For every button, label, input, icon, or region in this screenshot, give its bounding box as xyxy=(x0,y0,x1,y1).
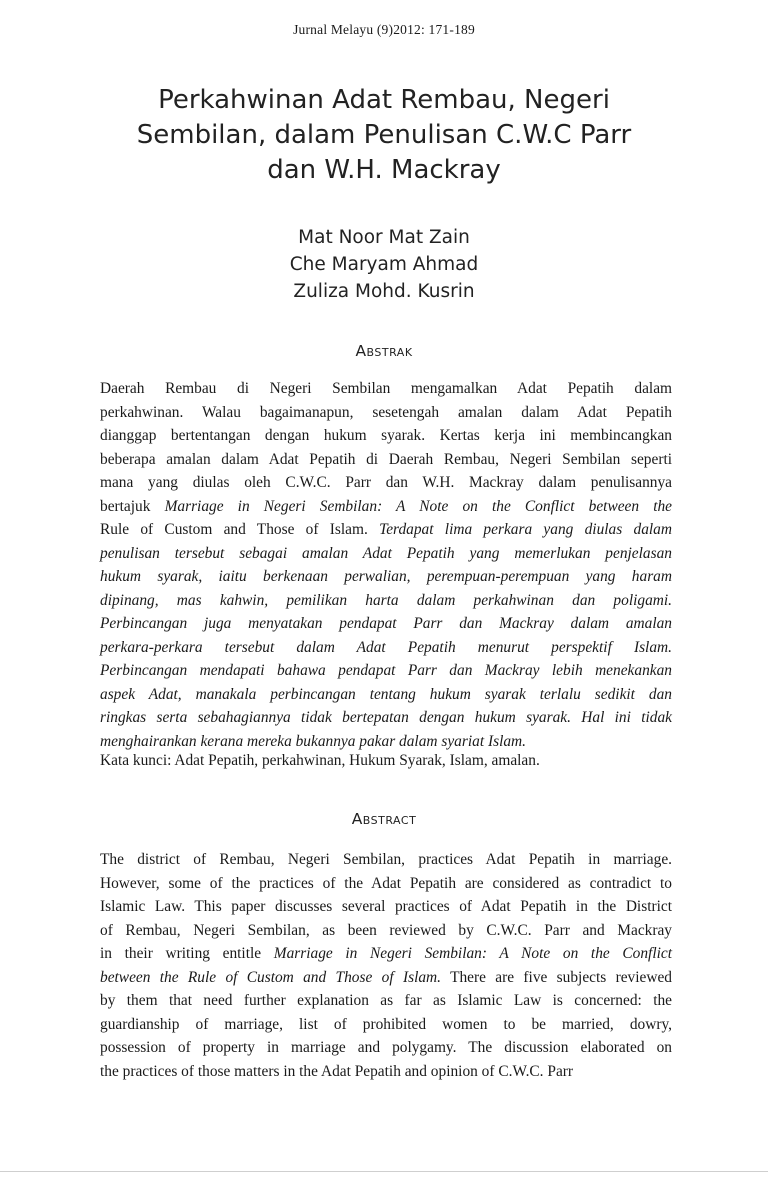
text-line: between the Rule of Custom and Those of Islam. There are five subjects reviewed xyxy=(100,968,672,986)
page-bottom-edge xyxy=(0,1171,768,1172)
text-line: However, some of the practices of the Adat Pepatih are considered as contradict to xyxy=(100,874,672,892)
title-line: Perkahwinan Adat Rembau, Negeri xyxy=(158,85,610,115)
text-line: hukum syarak, iaitu berkenaan perwalian, perempuan-perempuan yang haram xyxy=(100,568,672,585)
text-line: Perbincangan juga menyatakan pendapat Parr dan Mackray dalam amalan xyxy=(100,615,672,632)
text-line: guardianship of marriage, list of prohibited women to be married, dowry, xyxy=(100,1015,672,1033)
text-line: dipinang, mas kahwin, pemilikan harta dalam perkahwinan dan poligami. xyxy=(100,591,672,609)
text-line: beberapa amalan dalam Adat Pepatih di Daerah Rembau, Negeri Sembilan seperti xyxy=(100,450,672,468)
text-line: ringkas serta sebahagiannya tidak bertepatan dengan hukum syarak. Hal ini tidak xyxy=(100,709,672,726)
abstrak-body xyxy=(100,377,672,753)
text-line: of Rembau, Negeri Sembilan, as been reviewed by C.W.C. Parr and Mackray xyxy=(100,921,672,939)
abstract-heading: Abstract xyxy=(351,810,417,828)
text-line: perkara-perkara tersebut dalam Adat Pepatih menurut perspektif Islam. xyxy=(100,638,672,656)
text-line: the practices of those matters in the Adat Pepatih and opinion of C.W.C. Parr xyxy=(100,1062,574,1080)
text-line: Perbincangan mendapati bahawa pendapat Parr dan Mackray lebih menekankan xyxy=(100,662,672,679)
text-line: bertajuk Marriage in Negeri Sembilan: A Note on the Conflict between the xyxy=(100,497,672,515)
text-line: Daerah Rembau di Negeri Sembilan mengamalkan Adat Pepatih dalam xyxy=(100,380,672,397)
text-line: dianggap bertentangan dengan hukum syarak. Kertas kerja ini membincangkan xyxy=(100,427,672,444)
abstract-body xyxy=(100,848,672,1083)
journal-reference: Jurnal Melayu (9)2012: 171-189 xyxy=(293,22,475,37)
author-name: Che Maryam Ahmad xyxy=(289,254,479,275)
title-line: dan W.H. Mackray xyxy=(267,155,501,185)
text-line: mana yang diulas oleh C.W.C. Parr dan W.H. Mackray dalam penulisannya xyxy=(100,474,672,491)
text-line: in their writing entitle Marriage in Negeri Sembilan: A Note on the Conflict xyxy=(100,945,672,962)
author-name: Mat Noor Mat Zain xyxy=(298,227,470,248)
author-name: Zuliza Mohd. Kusrin xyxy=(293,281,475,302)
title-line: Sembilan, dalam Penulisan C.W.C Parr xyxy=(136,120,632,150)
abstrak-heading: Abstrak xyxy=(355,342,413,360)
text-line: by them that need further explanation as far as Islamic Law is concerned: the xyxy=(100,992,672,1009)
text-line: Rule of Custom and Those of Islam. Terdapat lima perkara yang diulas dalam xyxy=(100,521,672,538)
text-line: possession of property in marriage and polygamy. The discussion elaborated on xyxy=(100,1039,672,1056)
text-line: The district of Rembau, Negeri Sembilan, practices Adat Pepatih in marriage. xyxy=(100,851,672,868)
keywords: Kata kunci: Adat Pepatih, perkahwinan, Hukum Syarak, Islam, amalan. xyxy=(100,752,540,769)
text-line: penulisan tersebut sebagai amalan Adat Pepatih yang memerlukan penjelasan xyxy=(100,544,672,562)
text-line: aspek Adat, manakala perbincangan tentang hukum syarak terlalu sedikit dan xyxy=(100,685,672,703)
text-line: perkahwinan. Walau bagaimanapun, sesetengah amalan dalam Adat Pepatih xyxy=(100,403,672,421)
text-line: menghairankan kerana mereka bukannya pakar dalam syariat Islam. xyxy=(100,732,527,750)
article-title xyxy=(60,83,708,188)
author-list xyxy=(0,224,768,305)
text-line: Islamic Law. This paper discusses several practices of Adat Pepatih in the District xyxy=(100,898,672,915)
